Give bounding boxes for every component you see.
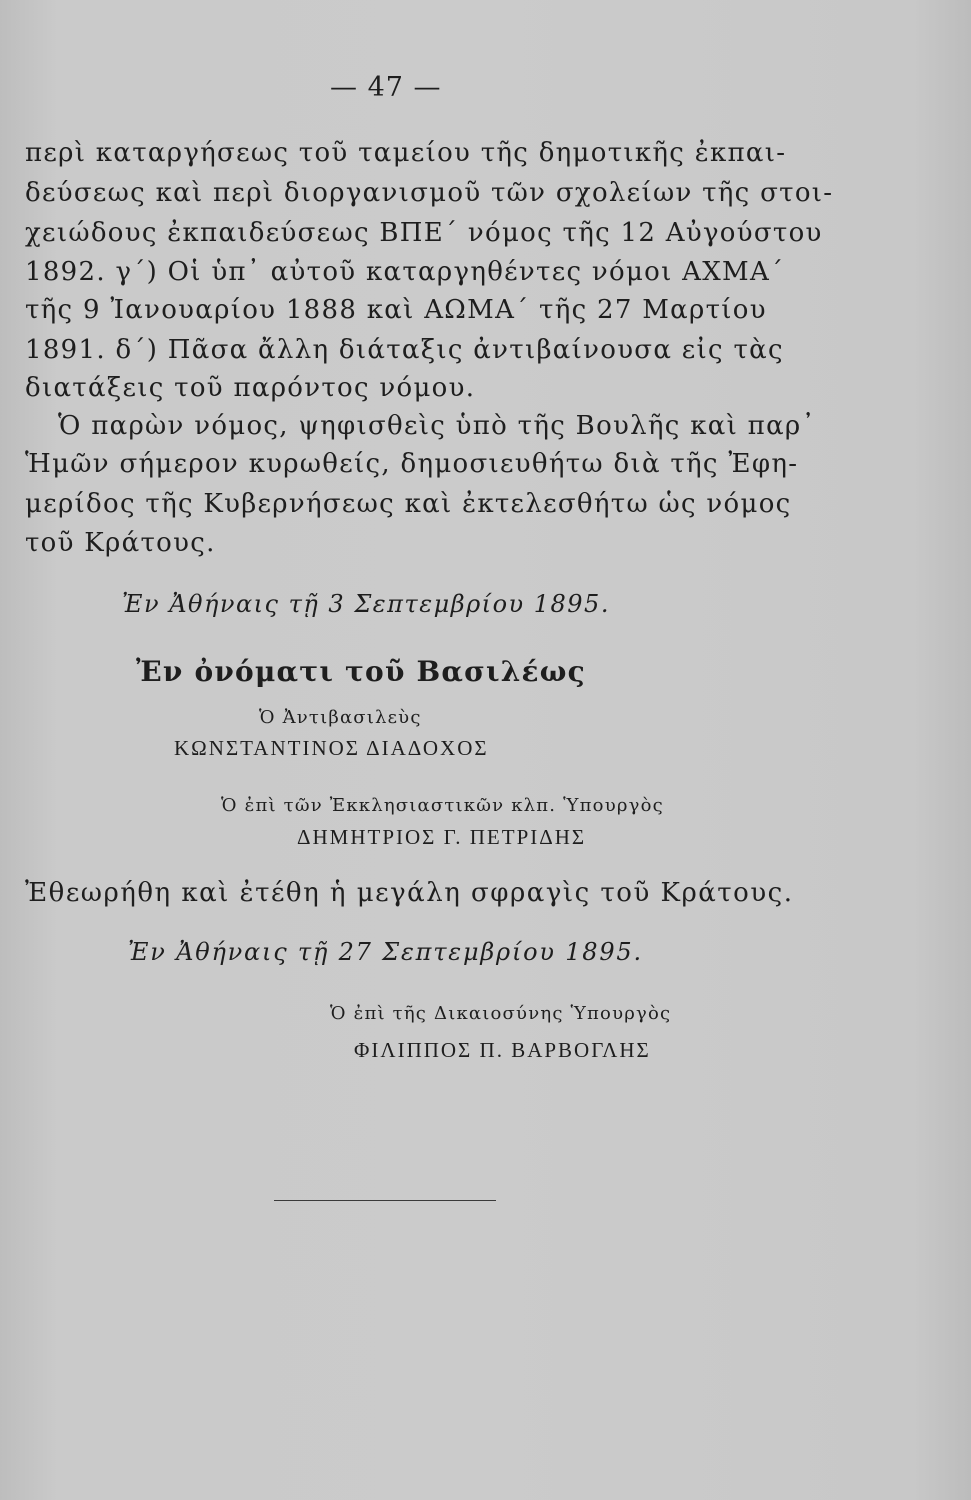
- body-line-5: τῆς 9 Ἰανουαρίου 1888 καὶ ΑΩΜΑ΄ τῆς 27 Μαρτίου: [25, 295, 767, 325]
- body-line-9: Ἡμῶν σήμερον κυρωθείς, δημοσιευθήτω διὰ τῆς Ἐφη-: [25, 449, 799, 479]
- body-line-7: διατάξεις τοῦ παρόντος νόμου.: [25, 373, 476, 403]
- minister-1-title: Ὁ ἐπὶ τῶν Ἐκκλησιαστικῶν κλπ. Ὑπουργὸς: [221, 795, 664, 816]
- seal-line: Ἐθεωρήθη καὶ ἐτέθη ἡ μεγάλη σφραγὶς τοῦ Κράτους.: [25, 878, 794, 908]
- regent-name: ΚΩΝΣΤΑΝΤΙΝΟΣ ΔΙΑΔΟΧΟΣ: [174, 736, 489, 760]
- body-line-6: 1891. δ΄) Πᾶσα ἄλλη διάταξις ἀντιβαίνουσα εἰς τὰς: [25, 335, 784, 365]
- body-line-4: 1892. γ΄) Οἱ ὑπ᾽ αὐτοῦ καταργηθέντες νόμοι ΑΧΜΑ΄: [25, 257, 785, 287]
- body-line-1: περὶ καταργήσεως τοῦ ταμείου τῆς δημοτικῆς ἐκπαι-: [25, 138, 787, 168]
- body-line-3: χειώδους ἐκπαιδεύσεως ΒΠΕ΄ νόμος τῆς 12 Αὐγούστου: [25, 218, 823, 248]
- date-line-2: Ἐν Ἀθήναις τῇ 27 Σεπτεμβρίου 1895.: [128, 938, 643, 966]
- minister-1-name: ΔΗΜΗΤΡΙΟΣ Γ. ΠΕΤΡΙΔΗΣ: [297, 825, 587, 849]
- regent-title: Ὁ Ἀντιβασιλεὺς: [259, 707, 422, 728]
- king-heading: Ἐν ὀνόματι τοῦ Βασιλέως: [136, 655, 586, 688]
- body-line-11: τοῦ Κράτους.: [25, 528, 216, 558]
- minister-2-name: ΦΙΛΙΠΠΟΣ Π. ΒΑΡΒΟΓΛΗΣ: [354, 1038, 651, 1062]
- body-line-10: μερίδος τῆς Κυβερνήσεως καὶ ἐκτελεσθήτω ὡς νόμος: [25, 489, 792, 519]
- closing-rule: [274, 1200, 496, 1201]
- date-line-1: Ἐν Ἀθήναις τῇ 3 Σεπτεμβρίου 1895.: [122, 590, 610, 618]
- body-line-8: Ὁ παρὼν νόμος, ψηφισθεὶς ὑπὸ τῆς Βουλῆς καὶ παρ᾽: [58, 411, 816, 441]
- body-line-2: δεύσεως καὶ περὶ διοργανισμοῦ τῶν σχολείων τῆς στοι-: [25, 178, 834, 208]
- minister-2-title: Ὁ ἐπὶ τῆς Δικαιοσύνης Ὑπουργὸς: [330, 1003, 672, 1024]
- page-number: — 47 —: [330, 72, 442, 103]
